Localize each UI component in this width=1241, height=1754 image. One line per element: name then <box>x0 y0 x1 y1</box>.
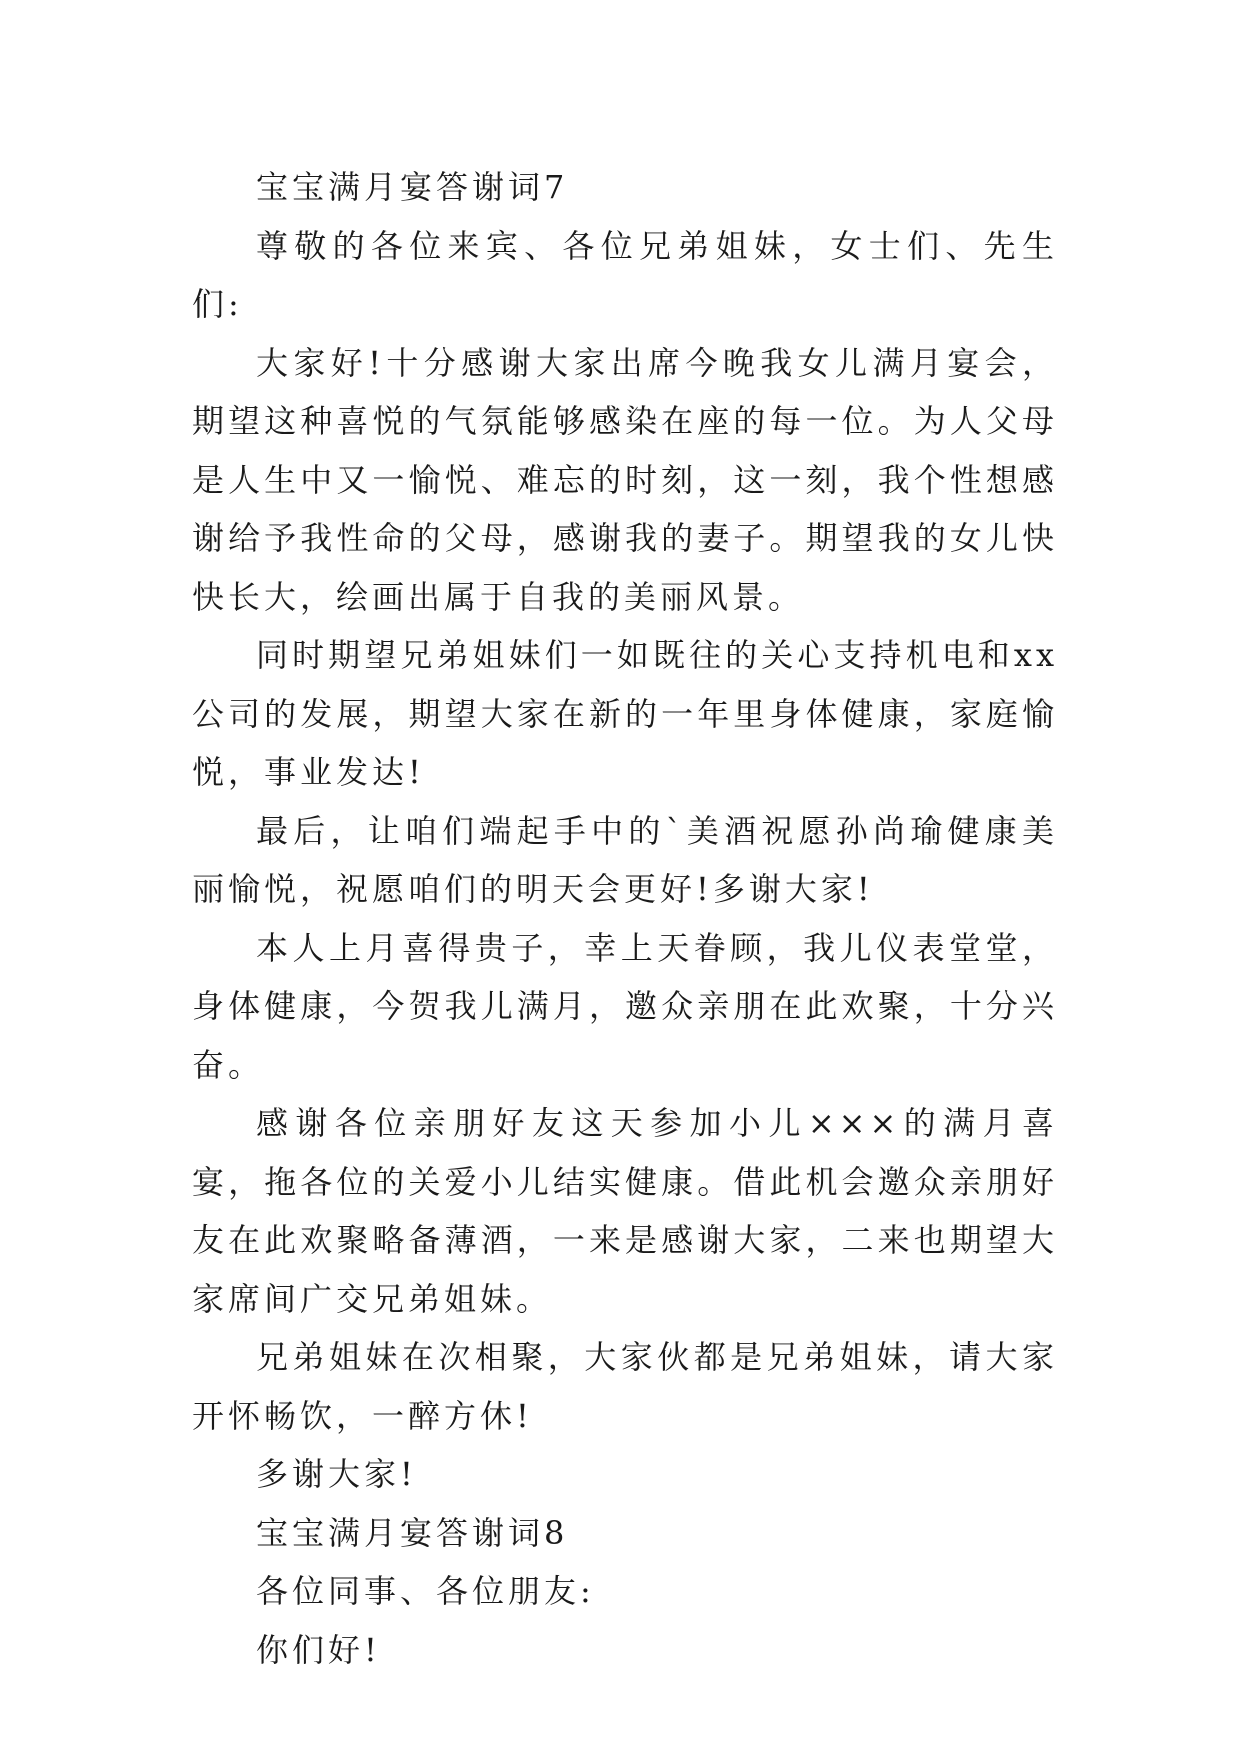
section-heading-8: 宝宝满月宴答谢词8 <box>256 1513 569 1552</box>
section-heading-7: 宝宝满月宴答谢词7 <box>256 168 569 206</box>
body-paragraph: 大家好!十分感谢大家出席今晚我女儿满月宴会，期望这种喜悦的气氛能够感染在座的每一位。为人父母是人生中又一愉悦、难忘的时刻，这一刻，我个性想感谢给予我性命的父母，感谢我的妻子。期望我的女儿快快长大，绘画出属于自我的美丽风景。 <box>192 343 1058 616</box>
body-paragraph: 最后，让咱们端起手中的`美酒祝愿孙尚瑜健康美丽愉悦，祝愿咱们的明天会更好!多谢大家! <box>192 811 1058 908</box>
body-paragraph: 本人上月喜得贵子，幸上天眷顾，我儿仪表堂堂，身体健康，今贺我儿满月，邀众亲朋在此欢聚，十分兴奋。 <box>192 928 1058 1084</box>
salutation: 尊敬的各位来宾、各位兄弟姐妹，女士们、先生们: <box>192 226 1058 323</box>
greeting: 你们好! <box>256 1630 381 1669</box>
document-body <box>192 158 1058 1679</box>
body-paragraph: 感谢各位亲朋好友这天参加小儿×××的满月喜宴，拖各位的关爱小儿结实健康。借此机会邀众亲朋好友在此欢聚略备薄酒，一来是感谢大家，二来也期望大家席间广交兄弟姐妹。 <box>192 1104 1058 1318</box>
closing-thanks: 多谢大家! <box>256 1455 417 1493</box>
body-paragraph: 兄弟姐妹在次相聚，大家伙都是兄弟姐妹，请大家开怀畅饮，一醉方休! <box>192 1338 1058 1435</box>
body-paragraph: 同时期望兄弟姐妹们一如既往的关心支持机电和xx公司的发展，期望大家在新的一年里身体健康，家庭愉悦，事业发达! <box>192 636 1058 791</box>
salutation: 各位同事、各位朋友: <box>256 1572 595 1610</box>
